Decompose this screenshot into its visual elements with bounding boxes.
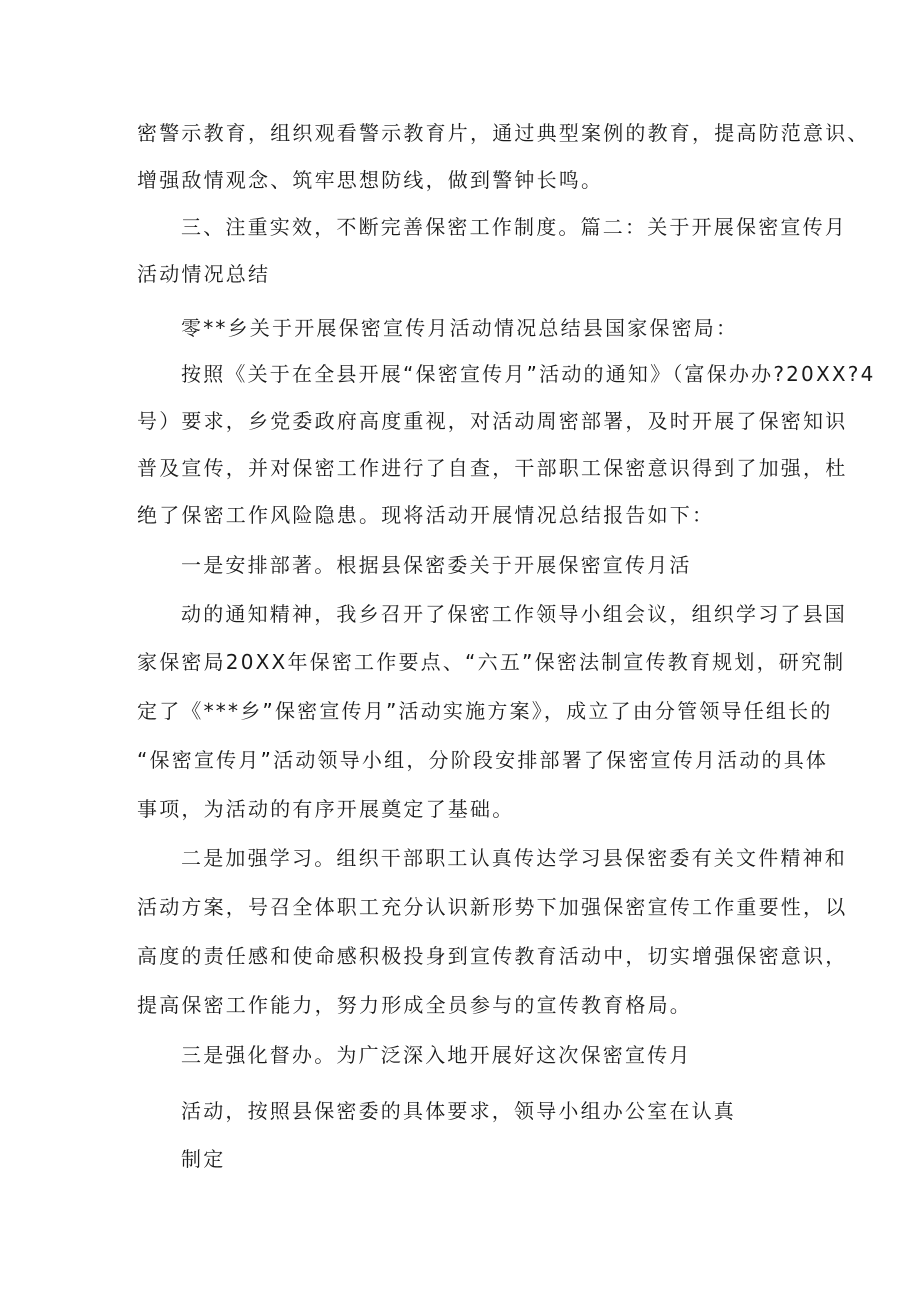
- text-line-12: 家保密局20XX年保密工作要点、“六五”保密法制宣传教育规划，研究制: [137, 650, 846, 674]
- text-line-5: 零**乡关于开展保密宣传月活动情况总结县国家保密局：: [181, 316, 739, 340]
- text-line-14: “保密宣传月”活动领导小组，分阶段安排部署了保密宣传月活动的具体: [137, 748, 829, 772]
- text-line-4: 活动情况总结: [137, 262, 271, 286]
- text-line-3: 三、注重实效，不断完善保密工作制度。篇二：关于开展保密宣传月: [181, 215, 847, 239]
- text-line-17: 活动方案，号召全体职工充分认识新形势下加强保密宣传工作重要性，以: [137, 895, 848, 919]
- text-line-1: 密警示教育，组织观看警示教育片，通过典型案例的教育，提高防范意识、: [137, 121, 870, 145]
- text-line-15: 事项，为活动的有序开展奠定了基础。: [137, 797, 515, 821]
- text-line-13: 定了《***乡”保密宣传月”活动实施方案》，成立了由分管领导任组长的: [137, 699, 833, 723]
- text-line-9: 绝了保密工作风险隐患。现将活动开展情况总结报告如下：: [137, 503, 715, 527]
- text-line-7: 号）要求，乡党委政府高度重视，对活动周密部署，及时开展了保密知识: [137, 409, 848, 433]
- text-line-22: 制定: [181, 1147, 226, 1171]
- text-line-6: 按照《关于在全县开展“保密宣传月”活动的通知》（富保办办?20XX?4: [181, 362, 876, 386]
- text-line-10: 一是安排部著。根据县保密委关于开展保密宣传月活: [181, 553, 692, 577]
- text-line-11: 动的通知精神，我乡召开了保密工作领导小组会议，组织学习了县国: [181, 602, 847, 626]
- text-line-19: 提高保密工作能力，努力形成全员参与的宣传教育格局。: [137, 993, 692, 1017]
- text-line-18: 高度的责任感和使命感积极投身到宣传教育活动中，切实增强保密意识，: [137, 944, 848, 968]
- text-line-16: 二是加强学习。组织干部职工认真传达学习县保密委有关文件精神和: [181, 846, 847, 870]
- text-line-20: 三是强化督办。为广泛深入地开展好这次保密宣传月: [181, 1043, 692, 1067]
- text-line-8: 普及宣传，并对保密工作进行了自查，干部职工保密意识得到了加强，杜: [137, 456, 848, 480]
- text-line-2: 增强敌情观念、筑牢思想防线，做到警钟长鸣。: [137, 168, 604, 192]
- text-line-21: 活动，按照县保密委的具体要求，领导小组办公室在认真: [181, 1099, 736, 1123]
